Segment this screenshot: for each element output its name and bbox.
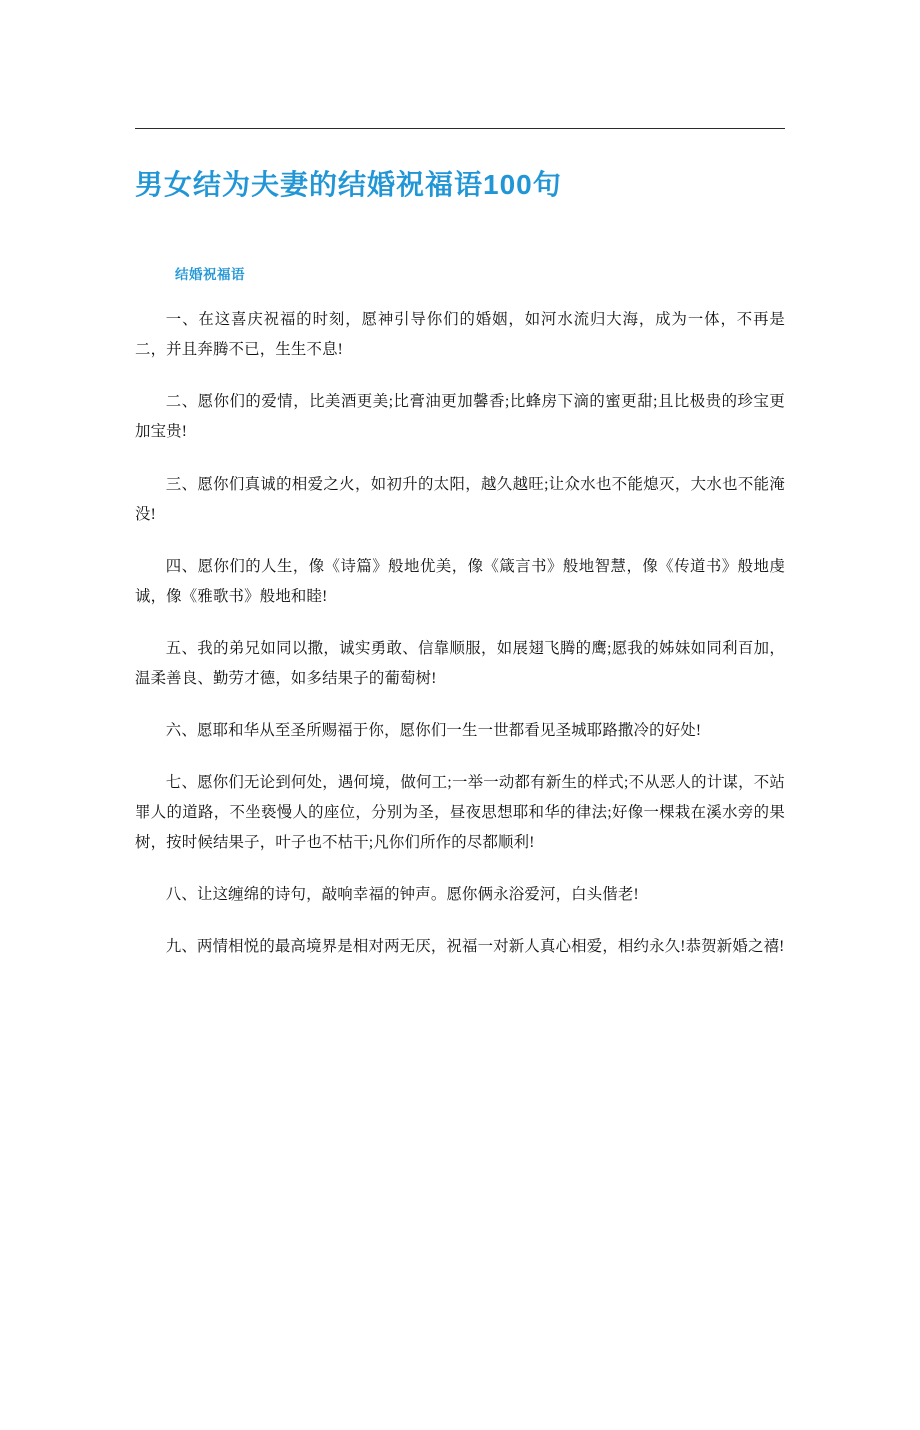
paragraph-4: 四、愿你们的人生，像《诗篇》般地优美，像《箴言书》般地智慧，像《传道书》般地虔诚，像《雅歌书》般地和睦!: [135, 557, 785, 605]
section-label: 结婚祝福语: [175, 267, 245, 283]
document-page: [0, 128, 920, 1430]
paragraph-5: 五、我的弟兄如同以撒，诚实勇敢、信靠顺服，如展翅飞腾的鹰;愿我的姊妹如同利百加，温柔善良、勤劳才德，如多结果子的葡萄树!: [135, 639, 785, 687]
paragraph-9: 九、两情相悦的最高境界是相对两无厌，祝福一对新人真心相爱，相约永久!恭贺新婚之禧!: [165, 937, 785, 955]
paragraph-1: 一、在这喜庆祝福的时刻，愿神引导你们的婚姻，如河水流归大海，成为一体，不再是 二，并且奔腾不已，生生不息!: [135, 311, 785, 359]
paragraph-3: 三、愿你们真诚的相爱之火，如初升的太阳，越久越旺;让众水也不能熄灭，大水也不能淹没!: [135, 475, 785, 523]
paragraph-2: 二、愿你们的爱情，比美酒更美;比膏油更加馨香;比蜂房下滴的蜜更甜;且比极贵的珍宝更加宝贵!: [135, 393, 785, 441]
header-divider: [135, 128, 785, 129]
paragraph-6: 六、愿耶和华从至圣所赐福于你，愿你们一生一世都看见圣城耶路撒冷的好处!: [165, 721, 702, 739]
paragraph-8: 八、让这缠绵的诗句，敲响幸福的钟声。愿你俩永浴爱河，白头偕老!: [165, 885, 639, 903]
paragraph-7: 七、愿你们无论到何处，遇何境，做何工;一举一动都有新生的样式;不从恶人的计谋，不站罪人的道路，不坐亵慢人的座位，分别为圣，昼夜思想耶和华的律法;好像一棵栽在溪水旁的果树，按时候结果子，叶子也不枯干;凡你们所作的尽都顺利!: [135, 773, 785, 851]
page-title: 男女结为夫妻的结婚祝福语100句: [135, 169, 562, 200]
